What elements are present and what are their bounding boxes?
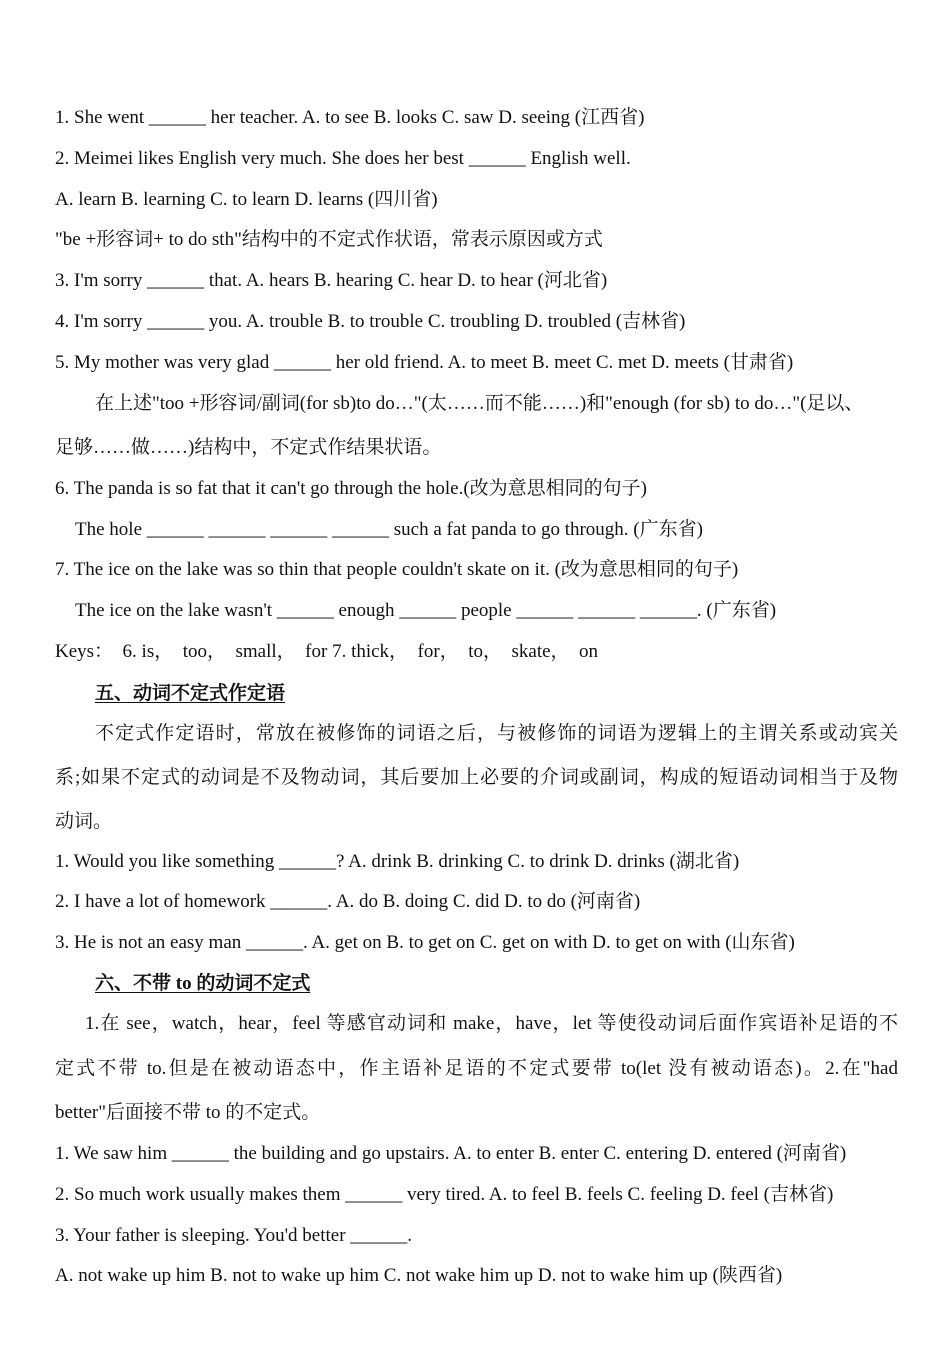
question-line: 6. The panda is so fat that it can't go through the hole.(改为意思相同的句子) [55,478,647,499]
answer-line: The ice on the lake wasn't ______ enough ______ people ______ ______ ______. (广东省) [75,600,777,621]
section-heading: 六、不带 to 的动词不定式 [95,973,311,994]
question-line: 3. Your father is sleeping. You'd better ______. [55,1225,413,1246]
options-line: A. not wake up him B. not to wake up him C. not wake him up D. not to wake him up (陕西省) [55,1265,783,1286]
answer-line: The hole ______ ______ ______ ______ such a fat panda to go through. (广东省) [75,519,703,540]
question-line: 3. He is not an easy man ______. A. get on B. to get on C. get on with D. to get on with (山东省) [55,932,795,953]
question-line: 2. Meimei likes English very much. She does her best ______ English well. [55,148,631,169]
paragraph-line: 动词。 [55,811,113,832]
paragraph-line: 定式不带 to.但是在被动语态中，作主语补足语的不定式要带 to(let 没有被动语态)。2.在"had [55,1058,898,1079]
question-line: 5. My mother was very glad ______ her old friend. A. to meet B. meet C. met D. meets (甘肃省) [55,352,794,373]
paragraph-line: 系;如果不定式的动词是不及物动词，其后要加上必要的介词或副词，构成的短语动词相当于及物 [55,767,898,788]
section-heading: 五、动词不定式作定语 [95,683,286,704]
options-line: A. learn B. learning C. to learn D. learns (四川省) [55,189,438,210]
keys-line: Keys： 6. is， too， small， for 7. thick， for， to， skate， on [55,641,599,662]
question-line: 2. I have a lot of homework ______. A. do B. doing C. did D. to do (河南省) [55,891,641,912]
question-line: 2. So much work usually makes them ______ very tired. A. to feel B. feels C. feeling D. feel (吉林省) [55,1184,834,1205]
question-line: 4. I'm sorry ______ you. A. trouble B. to trouble C. troubling D. troubled (吉林省) [55,311,686,332]
paragraph-line: 1.在 see，watch，hear，feel 等感官动词和 make，have，let 等使役动词后面作宾语补足语的不 [85,1013,898,1034]
question-line: 7. The ice on the lake was so thin that people couldn't skate on it. (改为意思相同的句子) [55,559,739,580]
question-line: 1. She went ______ her teacher. A. to see B. looks C. saw D. seeing (江西省) [55,107,645,128]
question-line: 1. We saw him ______ the building and go upstairs. A. to enter B. enter C. entering D. entered (河南省) [55,1143,847,1164]
grammar-note: 在上述"too +形容词/副词(for sb)to do…"(太……而不能……)和"enough (for sb) to do…"(足以、 [95,393,864,414]
paragraph-line: 不定式作定语时，常放在被修饰的词语之后，与被修饰的词语为逻辑上的主谓关系或动宾关 [95,723,898,744]
grammar-note: 足够……做……)结构中，不定式作结果状语。 [55,437,442,458]
question-line: 3. I'm sorry ______ that. A. hears B. hearing C. hear D. to hear (河北省) [55,270,608,291]
question-line: 1. Would you like something ______? A. drink B. drinking C. to drink D. drinks (湖北省) [55,851,740,872]
paragraph-line: better"后面接不带 to 的不定式。 [55,1102,321,1123]
grammar-note: "be +形容词+ to do sth"结构中的不定式作状语，常表示原因或方式 [55,229,603,250]
